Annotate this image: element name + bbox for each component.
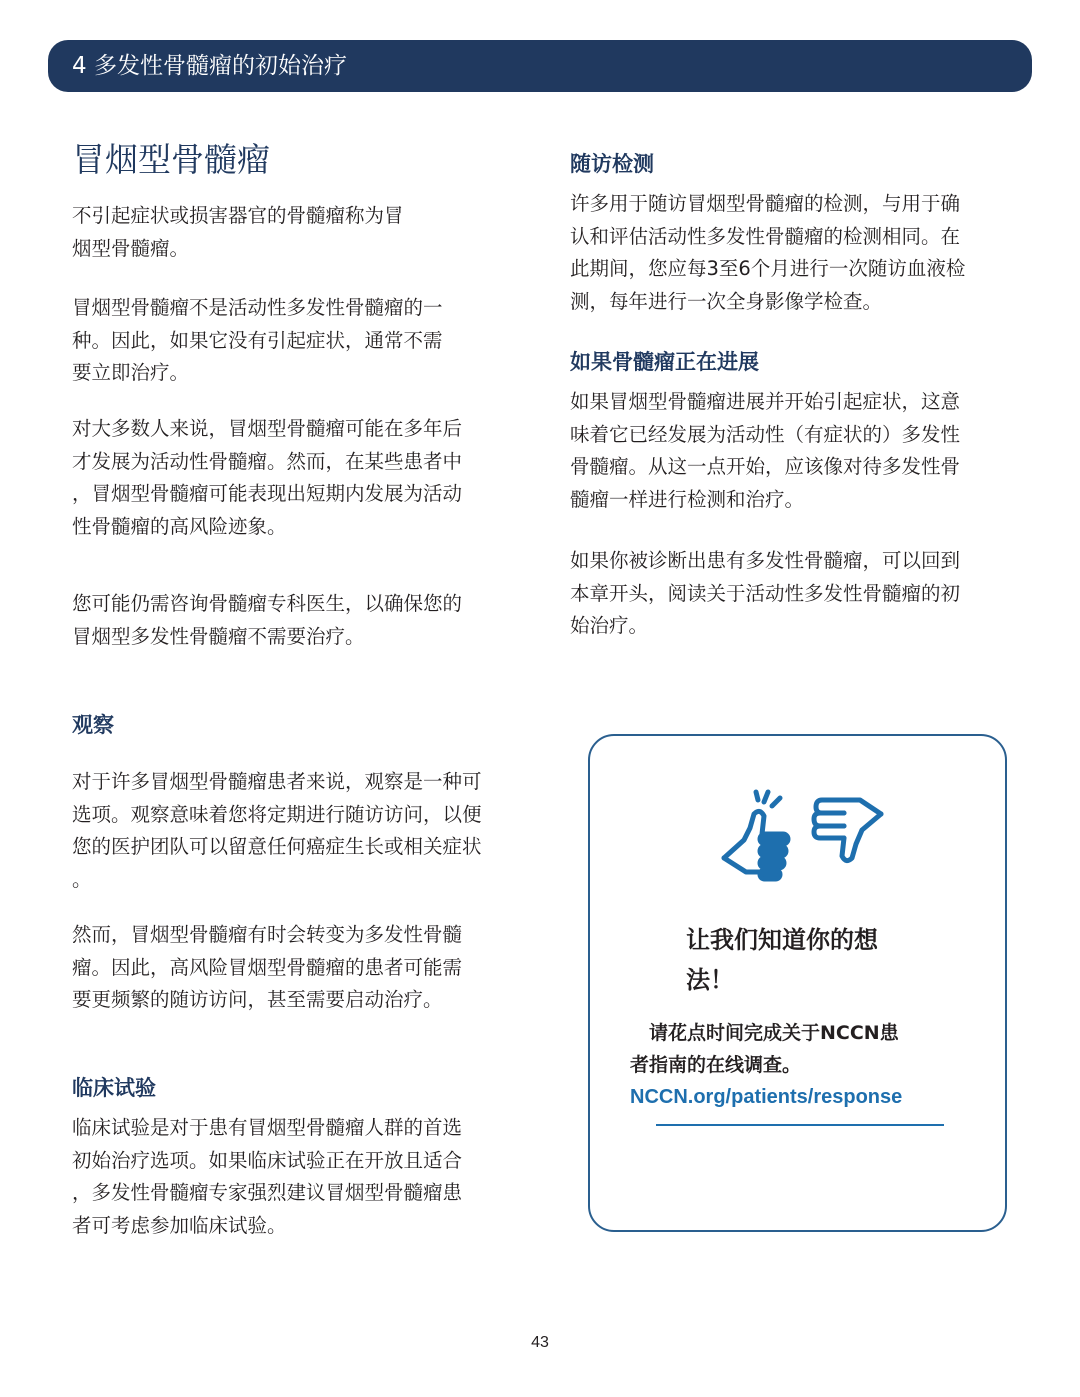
page-title: 冒烟型骨髓瘤 xyxy=(72,140,270,179)
page-number: 43 xyxy=(531,1334,549,1351)
intro-paragraph-1: 不引起症状或损害器官的骨髓瘤称为冒 烟型骨髓瘤。 xyxy=(72,204,404,260)
feedback-title: 让我们知道你的想 法！ xyxy=(686,926,878,994)
intro-paragraph-4: 您可能仍需咨询骨髓瘤专科医生，以确保您的 冒烟型多发性骨髓瘤不需要治疗。 xyxy=(72,592,463,648)
observation-paragraph-2: 然而，冒烟型骨髓瘤有时会转变为多发性骨髓 瘤。因此，高风险冒烟型骨髓瘤的患者可能需 要更频繁的随访访问，甚至需要启动治疗。 xyxy=(72,923,463,1011)
chapter-title: 4 多发性骨髓瘤的初始治疗 xyxy=(72,53,347,79)
observation-paragraph-1: 对于许多冒烟型骨髓瘤患者来说，观察是一种可 选项。观察意味着您将定期进行随访访问，以便 您的医护团队可以留意任何癌症生长或相关症状 。 xyxy=(72,770,482,891)
clinical-trials-heading: 临床试验 xyxy=(72,1076,156,1100)
followup-paragraph: 许多用于随访冒烟型骨髓瘤的检测，与用于确 认和评估活动性多发性骨髓瘤的检测相同。在 此期间，您应每3至6个月进行一次随访血液检 测，每年进行一次全身影像学检查。 xyxy=(570,192,966,313)
observation-heading: 观察 xyxy=(72,713,114,737)
progressing-paragraph-1: 如果冒烟型骨髓瘤进展并开始引起症状，这意 味着它已经发展为活动性（有症状的）多发性 骨髓瘤。从这一点开始，应该像对待多发性骨 髓瘤一样进行检测和治疗。 xyxy=(570,390,961,511)
intro-paragraph-2: 冒烟型骨髓瘤不是活动性多发性骨髓瘤的一 种。因此，如果它没有引起症状，通常不需 要立即治疗。 xyxy=(72,296,443,384)
feedback-survey-box xyxy=(588,734,1007,1232)
intro-paragraph-3: 对大多数人来说，冒烟型骨髓瘤可能在多年后 才发展为活动性骨髓瘤。然而，在某些患者中 ，冒烟型骨髓瘤可能表现出短期内发展为活动 性骨髓瘤的高风险迹象。 xyxy=(72,417,463,538)
thumbs-up-down-icon xyxy=(720,788,885,883)
chapter-header-bar xyxy=(48,40,1032,92)
progressing-paragraph-2: 如果你被诊断出患有多发性骨髓瘤，可以回到 本章开头，阅读关于活动性多发性骨髓瘤的初 始治疗。 xyxy=(570,549,961,637)
survey-link[interactable]: NCCN.org/patients/response xyxy=(630,1086,903,1108)
clinical-trials-paragraph: 临床试验是对于患有冒烟型骨髓瘤人群的首选 初始治疗选项。如果临床试验正在开放且适合 ，多发性骨髓瘤专家强烈建议冒烟型骨髓瘤患 者可考虑参加临床试验。 xyxy=(72,1116,463,1237)
followup-heading: 随访检测 xyxy=(570,152,654,176)
progressing-heading: 如果骨髓瘤正在进展 xyxy=(570,350,759,374)
feedback-body: 请花点时间完成关于NCCN患 者指南的在线调查。 xyxy=(630,1022,899,1076)
link-underline xyxy=(656,1124,944,1126)
